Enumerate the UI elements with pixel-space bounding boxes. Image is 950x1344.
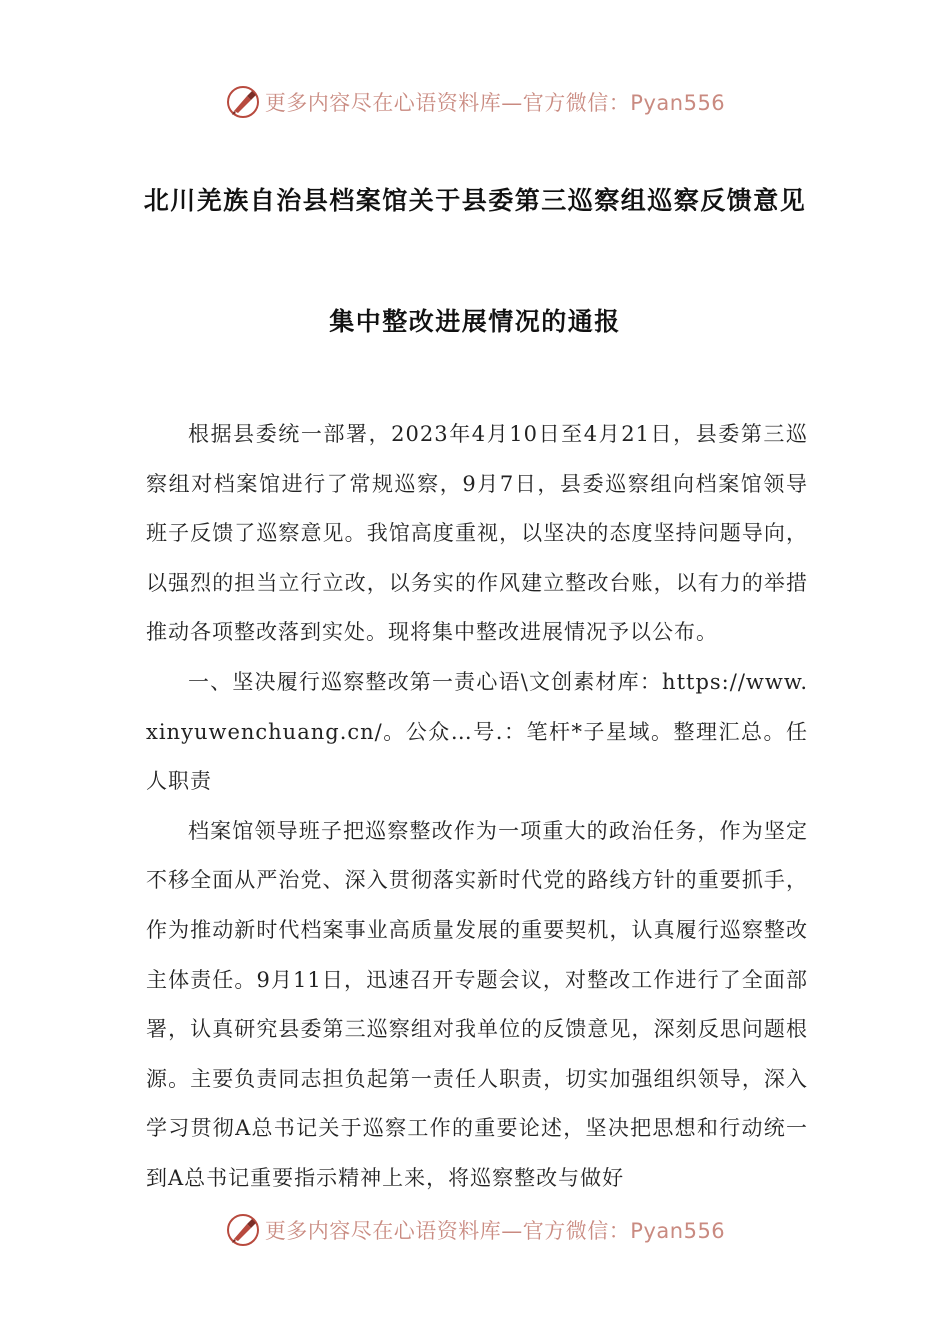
document-title-line-1: 北川羌族自治县档案馆关于县委第三巡察组巡察反馈意见	[143, 186, 807, 215]
header-watermark	[0, 77, 950, 127]
footer-watermark	[0, 1205, 950, 1255]
paragraph-intro: 根据县委统一部署，2023年4月10日至4月21日，县委第三巡察组对档案馆进行了常规巡察，9月7日，县委巡察组向档案馆领导班子反馈了巡察意见。我馆高度重视，以坚决的态度坚持问题导向，以强烈的担当立行立改，以务实的作风建立整改台账，以有力的举措推动各项整改落到实处。现将集中整改进展情况予以公布。	[146, 422, 808, 645]
pen-nib-logo-icon	[225, 1212, 261, 1248]
paragraph-responsibility: 档案馆领导班子把巡察整改作为一项重大的政治任务，作为坚定不移全面从严治党、深入贯彻落实新时代党的路线方针的重要抓手，作为推动新时代档案事业高质量发展的重要契机，认真履行巡察整改主体责任。9月11日，迅速召开专题会议，对整改工作进行了全面部署，认真研究县委第三巡察组对我单位的反馈意见，深刻反思问题根源。主要负责同志担负起第一责任人职责，切实加强组织领导，深入学习贯彻A总书记关于巡察工作的重要论述，坚决把思想和行动统一到A总书记重要指示精神上来，将巡察整改与做好	[146, 818, 808, 1190]
watermark-text: 更多内容尽在心语资料库—官方微信：Pyan556	[264, 91, 726, 115]
watermark-text: 更多内容尽在心语资料库—官方微信：Pyan556	[264, 1219, 726, 1243]
document-body	[146, 410, 808, 1204]
paragraph-section-heading: 一、坚决履行巡察整改第一责心语\文创素材库：https://www.xinyuwenchuang.cn/。公众…号.：笔杆*子星域。整理汇总。任人职责	[146, 669, 808, 794]
document-title-line-2: 集中整改进展情况的通报	[329, 307, 621, 336]
pen-nib-logo-icon	[225, 84, 261, 120]
